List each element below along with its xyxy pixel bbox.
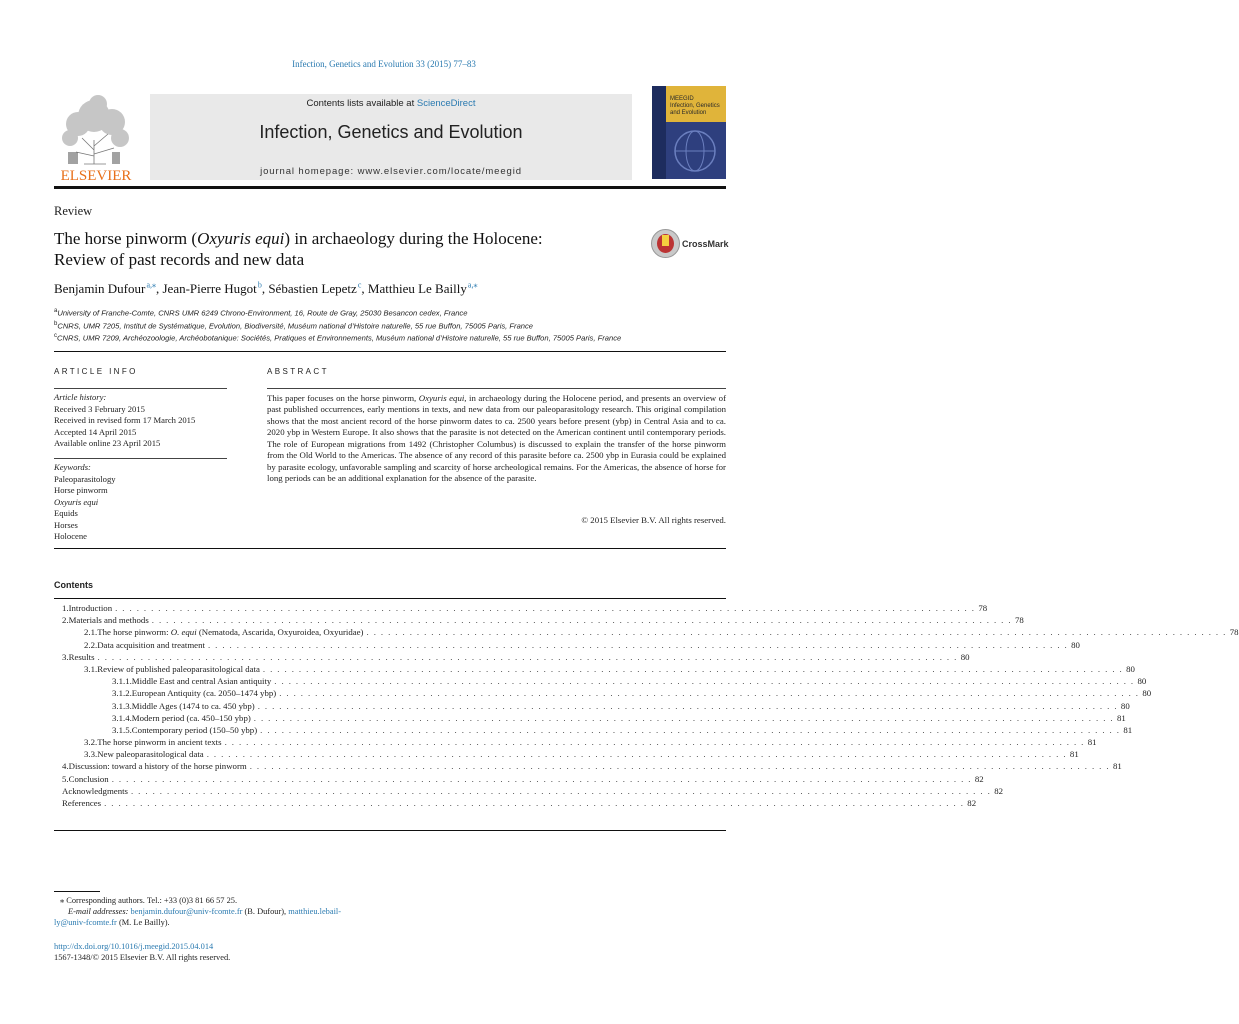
history-item: Available online 23 April 2015: [54, 438, 161, 448]
toc-page: 78: [978, 603, 988, 613]
keyword: Horses: [54, 519, 78, 530]
toc-number: 2.2.: [84, 639, 98, 650]
toc-leader: . . . . . . . . . . . . . . . . . . . . . . . . . . . . . . . . . . . . . . . . . . . . . . . . . . . . . . . . . . . . . . . . . . . . . . . . . . . . . . . . . . . . . . . . . . . . . . . . . . . . . . . . . . . . . . . . . . . . . . . .: [249, 761, 1110, 772]
toc-leader: . . . . . . . . . . . . . . . . . . . . . . . . . . . . . . . . . . . . . . . . . . . . . . . . . . . . . . . . . . . . . . . . . . . . . . . . . . . . . . . . . . . . . . . . . . . . . . . . . . . . . . . . . . . . . . . . . . . . . . . .: [97, 651, 958, 662]
journal-homepage: [150, 166, 632, 177]
contents-rule-bottom: [54, 830, 726, 831]
toc-number: 3.1.5.: [112, 724, 132, 735]
toc-title-part: (Nematoda, Ascarida, Oxyuroidea, Oxyuridae): [196, 627, 364, 638]
keyword: Holocene: [54, 531, 87, 541]
toc-page: 78: [1014, 615, 1024, 626]
email-link[interactable]: benjamin.dufour@univ-fcomte.fr: [130, 907, 243, 916]
affiliation-text: CNRS, UMR 7205, Institut de Systématique, Evolution, Biodiversité, Muséum national d’Histoire naturelle, 55 rue Buffon, 75005 Paris, France: [57, 321, 534, 331]
toc-page: 81: [1087, 737, 1097, 748]
toc-leader: . . . . . . . . . . . . . . . . . . . . . . . . . . . . . . . . . . . . . . . . . . . . . . . . . . . . . . . . . . . . . . . . . . . . . . . . . . . . . . . . . . . . . . . . . . . . . . . . . . . . . . . . . . . . . . . . . . . . . . . .: [257, 700, 1118, 711]
toc-title: Materials and methods: [68, 615, 149, 626]
toc-entry[interactable]: [54, 773, 984, 786]
author-name: Jean-Pierre Hugot: [162, 281, 257, 297]
corresponding-note: ⁎ Corresponding authors. Tel.: +33 (0)3 81 66 57 25.: [60, 896, 238, 905]
toc-entry[interactable]: [54, 651, 970, 664]
toc-number: 3.2.: [84, 737, 98, 748]
author-list: [54, 281, 477, 297]
toc-entry[interactable]: [54, 676, 1147, 688]
keywords-label: Keywords:: [54, 462, 91, 472]
toc-page: 81: [1117, 712, 1126, 723]
journal-title: Infection, Genetics and Evolution: [259, 122, 523, 142]
journal-citation[interactable]: Infection, Genetics and Evolution 33 (2015) 77–83: [292, 59, 476, 69]
abstract-heading: ABSTRACT: [267, 367, 329, 376]
email-owner: (M. Le Bailly).: [116, 918, 170, 927]
toc-entry[interactable]: [54, 603, 988, 615]
crossmark-label: CrossMark: [682, 239, 729, 249]
keywords: [54, 462, 116, 543]
abstract-text: [267, 393, 726, 485]
toc-entry[interactable]: [54, 761, 1122, 773]
abstract-part: This paper focuses on the horse pinworm,: [267, 393, 419, 403]
toc-page: 81: [1123, 724, 1133, 735]
footnote: [54, 895, 394, 928]
doi-link[interactable]: http://dx.doi.org/10.1016/j.meegid.2015.04.014: [54, 942, 214, 951]
toc-entry[interactable]: [54, 688, 1152, 700]
toc-title: Middle East and central Asian antiquity: [131, 676, 272, 687]
journal-cover-image: [652, 86, 726, 179]
toc-title-part: The horse pinworm:: [97, 627, 171, 638]
keyword: Oxyuris equi: [54, 496, 99, 507]
author[interactable]: [163, 281, 269, 296]
toc-number: 3.1.1.: [112, 676, 132, 687]
toc-leader: . . . . . . . . . . . . . . . . . . . . . . . . . . . . . . . . . . . . . . . . . . . . . . . . . . . . . . . . . . . . . . . . . . . . . . . . . . . . . . . . . . . . . . . . . . . . . . . . . . . . . . . . . . . . . . . . . . . . . . . .: [274, 676, 1135, 687]
toc-number: 3.1.: [84, 663, 98, 674]
elsevier-logo: [54, 90, 138, 182]
keywords-rule: [54, 458, 227, 459]
toc-leader: . . . . . . . . . . . . . . . . . . . . . . . . . . . . . . . . . . . . . . . . . . . . . . . . . . . . . . . . . . . . . . . . . . . . . . . . . . . . . . . . . . . . . . . . . . . . . . . . . . . . . . . . . . . . . . . . . . . . . . . .: [115, 603, 976, 613]
toc-page: 80: [1120, 700, 1130, 711]
toc-number: 4.: [62, 761, 69, 772]
email-link[interactable]: ly@univ-fcomte.fr: [54, 918, 117, 927]
affiliation-text: CNRS, UMR 7209, Archéozoologie, Archéobotanique: Sociétés, Pratiques et Environnements, Muséum national d’Histoire naturelle, 55 rue Buffon, 75005 Paris, France: [57, 333, 622, 343]
toc-leader: . . . . . . . . . . . . . . . . . . . . . . . . . . . . . . . . . . . . . . . . . . . . . . . . . . . . . . . . . . . . . . . . . . . . . . . . . . . . . . . . . . . . . . . . . . . . . . . . . . . . . . . . . . . . . . . . . . . . . . . .: [262, 663, 1124, 674]
history-item: Accepted 14 April 2015: [54, 426, 137, 437]
toc-page: 81: [1069, 749, 1079, 760]
toc-title: Results: [68, 651, 95, 662]
toc-entry[interactable]: [54, 663, 1135, 676]
journal-banner: [150, 94, 632, 180]
toc-number: 5.: [62, 773, 69, 784]
toc-page: 81: [1112, 761, 1122, 772]
elsevier-tree-icon: [54, 90, 138, 182]
toc-title: References: [62, 798, 102, 808]
affiliation: [54, 306, 734, 319]
history-label: Article history:: [54, 392, 107, 402]
abstract-rule: [267, 388, 726, 389]
author-name: Benjamin Dufour: [54, 281, 146, 297]
affiliation: [54, 319, 734, 332]
affiliation-text: University of Franche-Comte, CNRS UMR 6249 Chrono-Environment, 16, Route de Gray, 25030 Besancon cedex, France: [57, 308, 468, 318]
sciencedirect-link[interactable]: ScienceDirect: [416, 98, 476, 109]
article-type: Review: [54, 204, 93, 218]
history-item: Received 3 February 2015: [54, 403, 145, 414]
keyword: Equids: [54, 508, 78, 518]
toc-leader: . . . . . . . . . . . . . . . . . . . . . . . . . . . . . . . . . . . . . . . . . . . . . . . . . . . . . . . . . . . . . . . . . . . . . . . . . . . . . . . . . . . . . . . . . . . . . . . . . . . . . . . . . . . . . . . . . . . . . . . .: [130, 785, 992, 796]
author-sep: ,: [261, 281, 269, 297]
email-line: [54, 906, 394, 917]
toc-entry[interactable]: [54, 785, 1003, 798]
keyword: Paleoparasitology: [54, 473, 116, 484]
toc-entry[interactable]: [54, 737, 1097, 749]
article-history: [54, 392, 195, 450]
toc-title: Modern period (ca. 450–150 ybp): [131, 712, 251, 723]
affiliation: [54, 331, 734, 344]
doi-block: [54, 941, 230, 963]
toc-title: Data acquisition and treatment: [97, 639, 205, 650]
title-species: Oxyuris equi: [197, 229, 285, 248]
toc-leader: . . . . . . . . . . . . . . . . . . . . . . . . . . . . . . . . . . . . . . . . . . . . . . . . . . . . . . . . . . . . . . . . . . . . . . . . . . . . . . . . . . . . . . . . . . . . . . . . . . . . . . . . . . . . . . . . . . . . . . . .: [111, 773, 972, 784]
toc-page: 80: [1071, 639, 1080, 650]
cover-text: [670, 96, 720, 117]
toc-entry[interactable]: [54, 724, 1133, 737]
abstract-part: , in archaeology during the Holocene period, and presents an overview of past published occurrences, early mentions in texts, and new data from our paleoparasitology research. This original compilation shows that the most ancient record of the horse pinworm dates to ca. 2500 years before present (ybp) in Central Asia and to ca. 2020 ybp in Western Europe. It also shows that the parasite is not detected on the American continent until contemporary periods. The role of European migrations from 1492 (Christopher Columbus) is discussed to explain the transfer of the horse pinworm from the Old World to the Americas. The absence of any record of this parasite before ca. 2500 ybp in Eurasia could be explained by parasite ecology, unfavorable sampling and scarcity of horse archeological remains. For the Americas, the absence of horse for long periods can be an additional explanation for the absence of the parasite.: [267, 393, 726, 484]
toc-entry[interactable]: [54, 615, 1024, 627]
table-of-contents: [54, 603, 1239, 810]
toc-entry[interactable]: [54, 749, 1079, 761]
title-part1: The horse pinworm (: [54, 229, 198, 248]
email-link[interactable]: matthieu.lebail-: [288, 907, 342, 916]
author-affil-link[interactable]: a,⁎: [467, 281, 478, 290]
toc-title: Acknowledgments: [62, 785, 128, 796]
toc-page: 78: [1229, 627, 1239, 638]
toc-number: 3.1.3.: [112, 700, 132, 711]
abstract-copyright: © 2015 Elsevier B.V. All rights reserved.: [581, 515, 726, 525]
title-part2: ) in archaeology during the Holocene:: [284, 229, 543, 248]
section-rule: [54, 548, 726, 549]
toc-leader: . . . . . . . . . . . . . . . . . . . . . . . . . . . . . . . . . . . . . . . . . . . . . . . . . . . . . . . . . . . . . . . . . . . . . . . . . . . . . . . . . . . . . . . . . . . . . . . . . . . . . . . . . . . . . . . . . . . . . . . .: [207, 639, 1069, 650]
cover-text-2: Infection, Genetics: [670, 103, 720, 109]
email-owner: (B. Dufour),: [242, 907, 289, 916]
toc-title-italic: O. equi: [170, 627, 197, 638]
crossmark-button[interactable]: [651, 229, 731, 259]
toc-leader: . . . . . . . . . . . . . . . . . . . . . . . . . . . . . . . . . . . . . . . . . . . . . . . . . . . . . . . . . . . . . . . . . . . . . . . . . . . . . . . . . . . . . . . . . . . . . . . . . . . . . . . . . . . . . . . . . . . . . . . .: [366, 627, 1227, 638]
toc-title: New paleoparasitological data: [97, 749, 204, 760]
toc-page: 82: [994, 785, 1003, 796]
toc-number: 2.1.: [84, 627, 98, 638]
toc-number: 3.1.4.: [112, 712, 132, 723]
toc-title: [97, 627, 363, 637]
toc-number: 1.: [62, 603, 69, 613]
toc-entry[interactable]: [54, 700, 1130, 713]
cover-strip: [652, 86, 666, 179]
toc-leader: . . . . . . . . . . . . . . . . . . . . . . . . . . . . . . . . . . . . . . . . . . . . . . . . . . . . . . . . . . . . . . . . . . . . . . . . . . . . . . . . . . . . . . . . . . . . . . . . . . . . . . . . . . . . . . . . . . . . . . . .: [279, 688, 1140, 699]
toc-entry[interactable]: [54, 798, 977, 810]
crossmark-icon: [651, 229, 680, 258]
email-line-2: [54, 917, 394, 928]
cover-text-1: MEEGID: [670, 96, 694, 102]
toc-page: 80: [960, 651, 970, 662]
author-affil-link[interactable]: c: [357, 281, 362, 290]
affiliation-marker: a: [54, 308, 58, 314]
author[interactable]: [368, 281, 478, 296]
email-label: E-mail addresses:: [68, 907, 131, 916]
homepage-prefix: journal homepage:: [260, 166, 358, 177]
title-line2: Review of past records and new data: [54, 250, 305, 269]
toc-entry[interactable]: [54, 627, 1239, 639]
author[interactable]: [54, 281, 163, 296]
affiliation-marker: b: [54, 320, 58, 327]
toc-title: Contemporary period (150–50 ybp): [131, 724, 258, 735]
journal-header: [54, 86, 726, 182]
toc-title: Middle Ages (1474 to ca. 450 ybp): [131, 700, 255, 711]
toc-page: 80: [1126, 663, 1135, 674]
contents-prefix: Contents lists available at: [306, 98, 417, 109]
cover-text-3: and Evolution: [670, 110, 707, 116]
author-sep: ,: [361, 281, 368, 297]
toc-title: Review of published paleoparasitological data: [97, 663, 260, 674]
toc-leader: . . . . . . . . . . . . . . . . . . . . . . . . . . . . . . . . . . . . . . . . . . . . . . . . . . . . . . . . . . . . . . . . . . . . . . . . . . . . . . . . . . . . . . . . . . . . . . . . . . . . . . . . . . . . . . . . . . . . . . . .: [224, 737, 1085, 748]
article-title: [54, 228, 644, 270]
toc-title: The horse pinworm in ancient texts: [97, 737, 222, 748]
elsevier-logo-text: ELSEVIER: [60, 168, 132, 184]
article-info-heading: ARTICLE INFO: [54, 367, 138, 376]
toc-entry[interactable]: [54, 639, 1080, 652]
homepage-url[interactable]: www.elsevier.com/locate/meegid: [357, 166, 522, 177]
toc-page: 82: [967, 798, 977, 808]
contents-rule-top: [54, 598, 726, 599]
author-name: Sébastien Lepetz: [268, 281, 357, 297]
affiliation-marker: c: [54, 333, 57, 340]
toc-number: 2.: [62, 615, 69, 626]
toc-entry[interactable]: [54, 712, 1126, 725]
toc-title: Introduction: [68, 603, 113, 613]
article-info-rule: [54, 388, 227, 389]
header-rule: [54, 186, 726, 189]
author-name: Matthieu Le Bailly: [367, 281, 467, 297]
toc-number: 3.3.: [84, 749, 98, 760]
toc-page: 80: [1137, 676, 1147, 687]
toc-title: Conclusion: [68, 773, 109, 784]
toc-leader: . . . . . . . . . . . . . . . . . . . . . . . . . . . . . . . . . . . . . . . . . . . . . . . . . . . . . . . . . . . . . . . . . . . . . . . . . . . . . . . . . . . . . . . . . . . . . . . . . . . . . . . . . . . . . . . . . . . . . . . .: [151, 615, 1012, 626]
affiliations: [54, 306, 734, 344]
section-rule: [54, 351, 726, 352]
toc-page: 82: [974, 773, 984, 784]
toc-leader: . . . . . . . . . . . . . . . . . . . . . . . . . . . . . . . . . . . . . . . . . . . . . . . . . . . . . . . . . . . . . . . . . . . . . . . . . . . . . . . . . . . . . . . . . . . . . . . . . . . . . . . . . . . . . . . . . . . . . . . .: [253, 712, 1114, 723]
keyword: Horse pinworm: [54, 485, 108, 495]
toc-title: European Antiquity (ca. 2050–1474 ybp): [131, 688, 277, 699]
contents-heading: Contents: [54, 580, 93, 590]
toc-title: Discussion: toward a history of the horse pinworm: [68, 761, 247, 772]
abstract-species: Oxyuris equi: [418, 393, 465, 403]
contents-availability: [150, 98, 632, 109]
toc-leader: . . . . . . . . . . . . . . . . . . . . . . . . . . . . . . . . . . . . . . . . . . . . . . . . . . . . . . . . . . . . . . . . . . . . . . . . . . . . . . . . . . . . . . . . . . . . . . . . . . . . . . . . . . . . . . . . . . . . . . . .: [104, 798, 965, 808]
toc-number: 3.: [62, 651, 69, 662]
toc-number: 3.1.2.: [112, 688, 132, 699]
author[interactable]: [268, 281, 368, 296]
footnote-rule: [54, 891, 100, 892]
toc-page: 80: [1142, 688, 1152, 699]
issn-line: 1567-1348/© 2015 Elsevier B.V. All rights reserved.: [54, 953, 231, 962]
cover-globe-icon: [672, 128, 718, 174]
author-affil-link[interactable]: a,⁎: [146, 281, 156, 290]
toc-leader: . . . . . . . . . . . . . . . . . . . . . . . . . . . . . . . . . . . . . . . . . . . . . . . . . . . . . . . . . . . . . . . . . . . . . . . . . . . . . . . . . . . . . . . . . . . . . . . . . . . . . . . . . . . . . . . . . . . . . . . .: [260, 724, 1121, 735]
toc-leader: . . . . . . . . . . . . . . . . . . . . . . . . . . . . . . . . . . . . . . . . . . . . . . . . . . . . . . . . . . . . . . . . . . . . . . . . . . . . . . . . . . . . . . . . . . . . . . . . . . . . . . . . . . . . . . . . . . . . . . . .: [206, 749, 1067, 760]
history-item: Received in revised form 17 March 2015: [54, 415, 196, 425]
author-affil-link[interactable]: b: [257, 281, 262, 290]
author-sep: ,: [156, 281, 163, 297]
